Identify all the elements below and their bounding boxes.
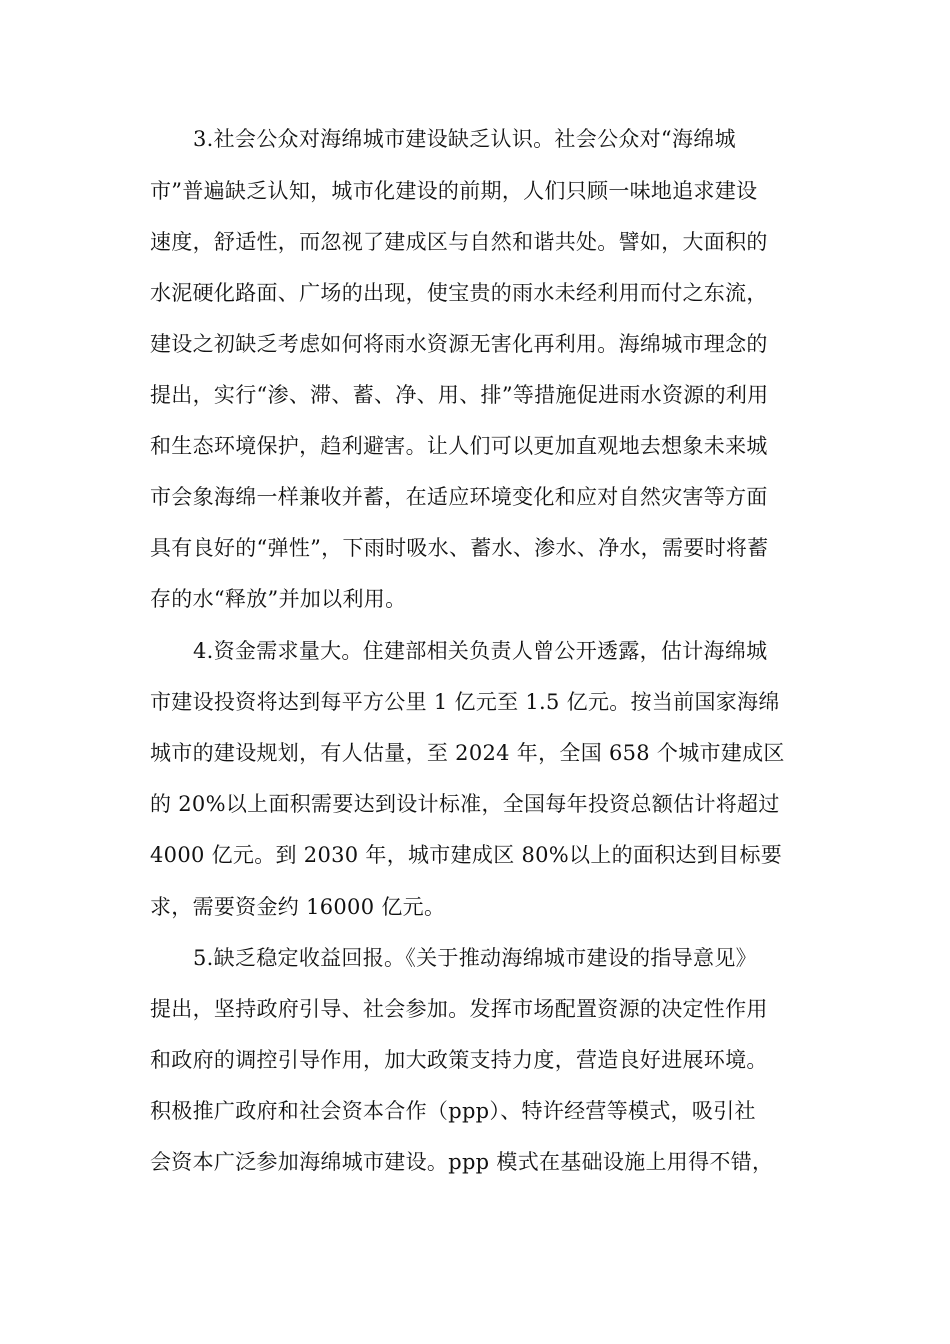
text-line: 存的水“释放”并加以利用。 [150, 587, 407, 611]
text-line: 和生态环境保护，趋利避害。让人们可以更加直观地去想象未来城 [150, 434, 768, 458]
text-line: 提出，实行“渗、滞、蓄、净、用、排”等措施促进雨水资源的利用 [150, 383, 769, 407]
text-line: 速度，舒适性，而忽视了建成区与自然和谐共处。譬如，大面积的 [150, 230, 768, 254]
text-line: 市建设投资将达到每平方公里 1 亿元至 1.5 亿元。按当前国家海绵 [150, 690, 780, 714]
text-line: 3.社会公众对海绵城市建设缺乏认识。社会公众对“海绵城 [193, 127, 736, 151]
text-line: 和政府的调控引导作用，加大政策支持力度，营造良好进展环境。 [150, 1048, 768, 1072]
text-line: 市会象海绵一样兼收并蓄，在适应环境变化和应对自然灾害等方面 [150, 485, 768, 509]
text-line: 水泥硬化路面、广场的出现，使宝贵的雨水未经利用而付之东流， [150, 281, 768, 305]
text-line: 会资本广泛参加海绵城市建设。ppp 模式在基础设施上用得不错， [150, 1150, 774, 1174]
text-line: 市”普遍缺乏认知，城市化建设的前期，人们只顾一味地追求建设 [150, 179, 758, 203]
text-line: 的 20%以上面积需要达到设计标准，全国每年投资总额估计将超过 [150, 792, 780, 816]
text-line: 求，需要资金约 16000 亿元。 [150, 895, 446, 919]
text-line: 5.缺乏稳定收益回报。《关于推动海绵城市建设的指导意见》 [193, 946, 757, 970]
text-line: 4000 亿元。到 2030 年，城市建成区 80%以上的面积达到目标要 [150, 843, 783, 867]
text-line: 建设之初缺乏考虑如何将雨水资源无害化再利用。海绵城市理念的 [150, 332, 768, 356]
text-line: 积极推广政府和社会资本合作（ppp）、特许经营等模式，吸引社 [150, 1099, 756, 1123]
text-line: 具有良好的“弹性”，下雨时吸水、蓄水、渗水、净水，需要时将蓄 [150, 536, 769, 560]
text-line: 4.资金需求量大。住建部相关负责人曾公开透露，估计海绵城 [193, 639, 768, 663]
text-line: 提出，坚持政府引导、社会参加。发挥市场配置资源的决定性作用 [150, 997, 768, 1021]
text-line: 城市的建设规划，有人估量，至 2024 年，全国 658 个城市建成区 [150, 741, 785, 765]
